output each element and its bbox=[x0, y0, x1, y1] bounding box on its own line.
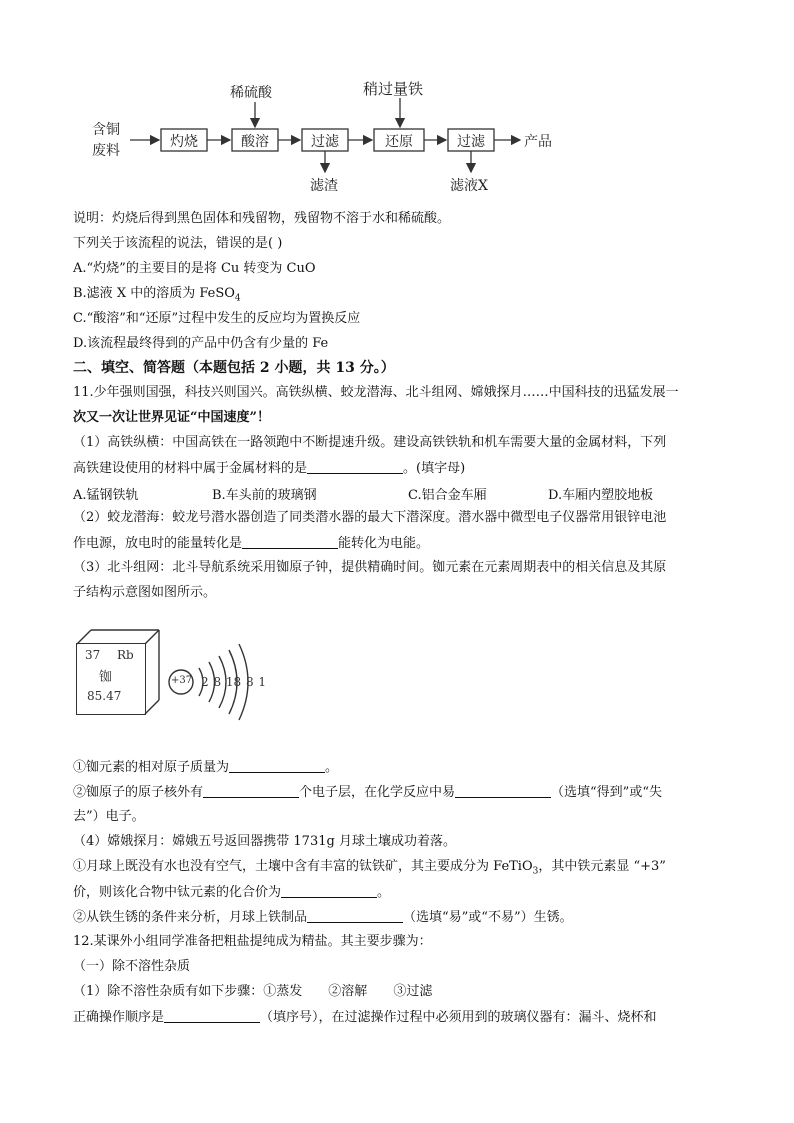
q11-moon1-sub: 3 bbox=[532, 866, 539, 877]
q11-moon2-text: ②从铁生锈的条件来分析，月球上铁制品 bbox=[73, 910, 308, 925]
q10-option-a: A.“灼烧”的主要目的是将 Cu 转变为 CuO bbox=[73, 261, 316, 276]
q11-p1-suffix: 。(填字母) bbox=[403, 461, 466, 476]
q12-order-text: 正确操作顺序是 bbox=[73, 1010, 165, 1025]
q11-options bbox=[73, 484, 723, 502]
q11-option-a: A.锰钢铁轨 bbox=[73, 488, 139, 503]
section-heading: 二、填空、简答题（本题包括 2 小题，共 13 分。） bbox=[73, 360, 395, 376]
q10-option-b-text: B.滤液 X 中的溶质为 FeSO bbox=[73, 286, 235, 301]
electron-shells: 2 8 18 8 1 bbox=[201, 675, 267, 689]
q11-p3-line1: （3）北斗组网：北斗导航系统采用铷原子钟，提供精确时间。铷元素在元素周期表中的相关信息及其原 bbox=[73, 560, 667, 575]
q12-order bbox=[73, 1008, 657, 1027]
answer-blank-4[interactable] bbox=[203, 783, 299, 798]
q12-steps-label: （1）除不溶性杂质有如下步骤： bbox=[73, 984, 264, 999]
q10-option-c: C.“酸溶”和“还原”过程中发生的反应均为置换反应 bbox=[73, 311, 361, 326]
process-flow-diagram bbox=[78, 74, 598, 202]
q11-sub2-text: ②铷原子的原子核外有 bbox=[73, 785, 204, 800]
q10-note: 说明：灼烧后得到黑色固体和残留物，残留物不溶于水和稀硫酸。 bbox=[73, 211, 451, 226]
q11-p2-line2 bbox=[73, 534, 429, 553]
q11-sub2-line2: 去”）电子。 bbox=[73, 809, 145, 824]
q11-moon1-line2 bbox=[73, 883, 390, 902]
atomic-number: 37 bbox=[85, 648, 101, 662]
element-cell bbox=[76, 643, 146, 715]
answer-blank-6[interactable] bbox=[281, 883, 377, 898]
q11-option-d: D.车厢内塑胶地板 bbox=[548, 488, 654, 503]
q11-moon1-tail: ，其中铁元素显 “+3” bbox=[538, 859, 666, 874]
q12-step-1: ①蒸发 bbox=[263, 984, 303, 999]
answer-blank-3[interactable] bbox=[229, 758, 325, 773]
q11-p2-suffix: 能转化为电能。 bbox=[338, 536, 430, 551]
q11-sub1-suffix: 。 bbox=[325, 760, 339, 775]
q11-moon2 bbox=[73, 908, 573, 927]
q11-moon1-text2: 价，则该化合物中钛元素的化合价为 bbox=[73, 885, 282, 900]
q10-option-b bbox=[73, 285, 241, 308]
q12-part1: （一）除不溶性杂质 bbox=[73, 959, 191, 974]
q11-intro-2-text: 次又一次让世界见证“中国速度”！ bbox=[73, 410, 270, 425]
rubidium-figure bbox=[73, 624, 273, 734]
step-label-1: 灼烧 bbox=[170, 134, 198, 150]
reagent-acid: 稀硫酸 bbox=[230, 85, 272, 101]
answer-blank-2[interactable] bbox=[242, 534, 338, 549]
q11-sub2-mid: 个电子层，在化学反应中易 bbox=[299, 785, 456, 800]
q11-sub1 bbox=[73, 758, 338, 777]
answer-blank-8[interactable] bbox=[164, 1008, 260, 1023]
q11-moon1-text: ①月球上既没有水也没有空气，土壤中含有丰富的钛铁矿，其主要成分为 FeTiO bbox=[73, 859, 533, 874]
q12-order-suffix: （填序号），在过滤操作过程中必须用到的玻璃仪器有：漏斗、烧杯和 bbox=[260, 1010, 657, 1025]
answer-blank-1[interactable] bbox=[307, 459, 403, 474]
q11-p1-text: 高铁建设使用的材料中属于金属材料的是 bbox=[73, 461, 308, 476]
element-name: 铷 bbox=[99, 670, 113, 685]
q10-option-d: D.该流程最终得到的产品中仍含有少量的 Fe bbox=[73, 336, 329, 351]
reagent-iron: 稍过量铁 bbox=[363, 80, 424, 98]
q11-intro-1: 11.少年强则国强，科技兴则国兴。高铁纵横、蛟龙潜海、北斗组网、嫦娥探月……中国科技的迅猛发展一 bbox=[73, 385, 679, 400]
input-label-2: 废料 bbox=[92, 143, 120, 159]
q12-steps bbox=[73, 983, 432, 1001]
q11-option-c: C.铝合金车厢 bbox=[408, 488, 487, 503]
atomic-mass: 85.47 bbox=[87, 689, 122, 703]
element-symbol: Rb bbox=[117, 648, 134, 662]
q12-step-2: ②溶解 bbox=[328, 984, 368, 999]
q11-sub2 bbox=[73, 783, 662, 802]
q11-moon1 bbox=[73, 858, 666, 881]
q11-moon1-suffix: 。 bbox=[377, 885, 391, 900]
q11-p2-text: 作电源，放电时的能量转化是 bbox=[73, 536, 243, 551]
q11-sub1-text: ①铷元素的相对原子质量为 bbox=[73, 760, 230, 775]
q10-stem: 下列关于该流程的说法，错误的是( ) bbox=[73, 236, 283, 251]
step-label-2: 酸溶 bbox=[241, 134, 269, 150]
q12-step-3: ③过滤 bbox=[393, 984, 433, 999]
q11-p4: （4）嫦娥探月：嫦娥五号返回器携带 1731g 月球土壤成功着落。 bbox=[73, 834, 456, 849]
q10-option-b-sub: 4 bbox=[234, 293, 241, 304]
step-label-5: 过滤 bbox=[457, 134, 485, 150]
filtrate-label: 滤液X bbox=[450, 178, 488, 194]
q11-moon2-suffix: （选填“易”或“不易”）生锈。 bbox=[403, 910, 573, 925]
q11-p2-line1: （2）蛟龙潜海：蛟龙号潜水器创造了同类潜水器的最大下潜深度。潜水器中微型电子仪器常用银锌电池 bbox=[73, 510, 667, 525]
product-label: 产品 bbox=[524, 134, 552, 150]
answer-blank-7[interactable] bbox=[307, 908, 403, 923]
step-label-3: 过滤 bbox=[311, 134, 339, 150]
q11-p3-line2: 子结构示意图如图所示。 bbox=[73, 585, 217, 600]
q12-intro: 12.某课外小组同学准备把粗盐提纯成为精盐。其主要步骤为： bbox=[73, 934, 432, 949]
q11-p1-line2 bbox=[73, 459, 465, 478]
residue-label: 滤渣 bbox=[310, 178, 338, 194]
step-label-4: 还原 bbox=[385, 134, 413, 150]
q11-option-b: B.车头前的玻璃钢 bbox=[212, 488, 317, 503]
input-label-1: 含铜 bbox=[92, 122, 120, 138]
q11-sub2-suffix: （选填“得到”或“失 bbox=[551, 785, 662, 800]
answer-blank-5[interactable] bbox=[455, 783, 551, 798]
nucleus-charge: +37 bbox=[171, 675, 193, 686]
q11-p1-line1: （1）高铁纵横：中国高铁在一路领跑中不断提速升级。建设高铁铁轨和机车需要大量的金属材料，下列 bbox=[73, 435, 667, 450]
q11-intro-2 bbox=[73, 409, 270, 427]
